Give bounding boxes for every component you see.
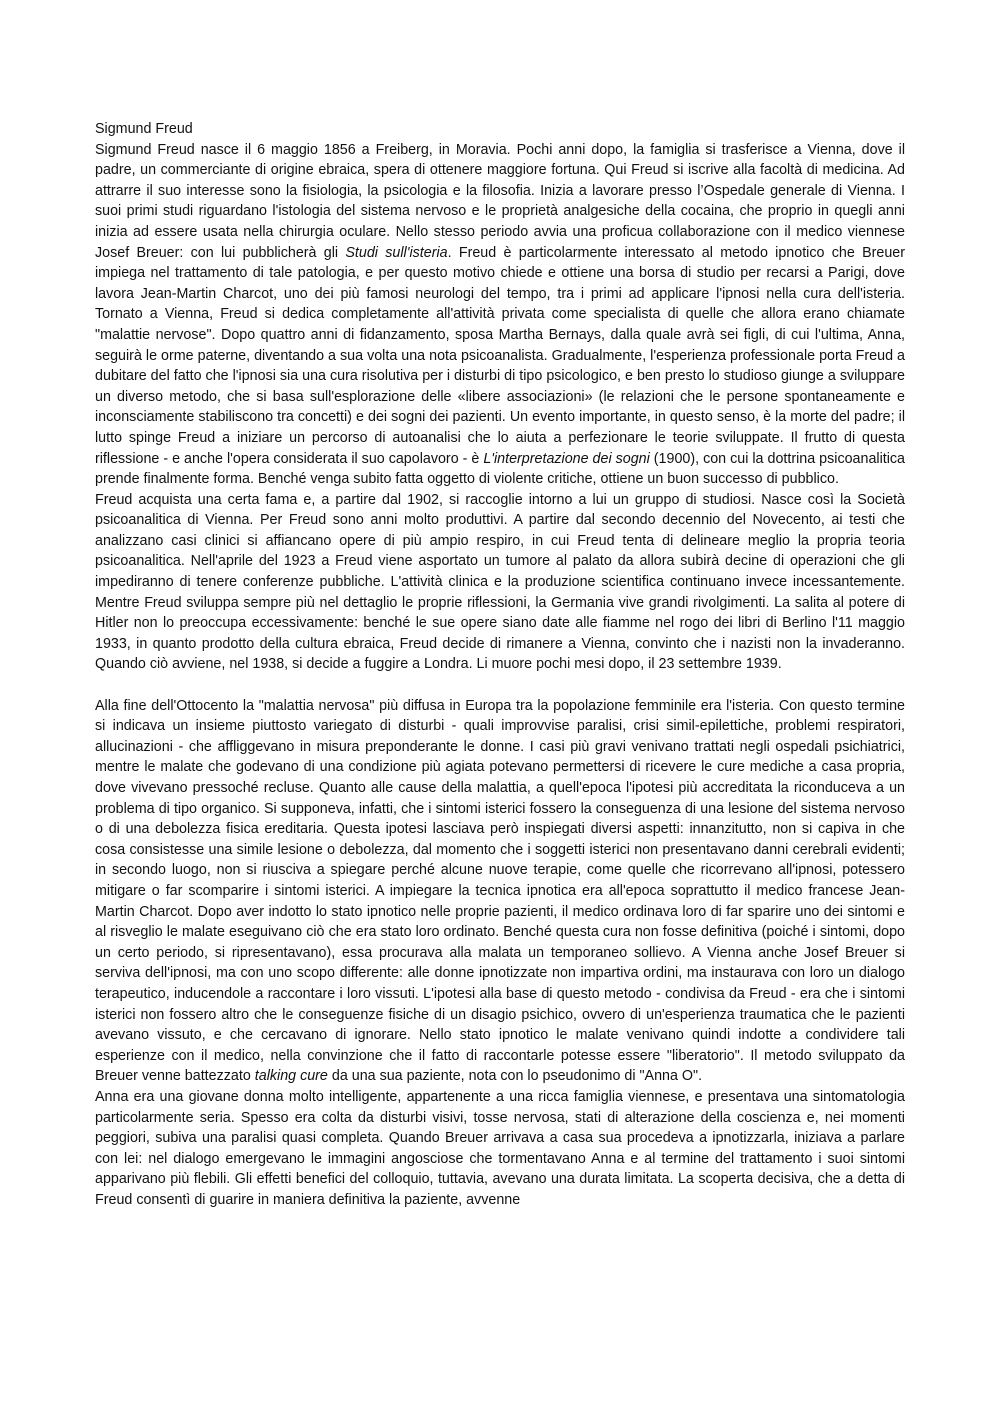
document-page: [95, 119, 905, 1210]
paragraph-text: Sigmund Freud nasce il 6 maggio 1856 a Freiberg, in Moravia. Pochi anni dopo, la famiglia si trasferisce a Vienna, dove il padre, un commerciante di origine ebraica, spera di ottenere maggiore fortuna. Qui Freud si iscrive alla facoltà di medicina. Ad attrarre il suo interesse sono la fisiologia, la psicologia e la filosofia. Inizia a lavorare presso l’Ospedale generale di Vienna. I suoi primi studi riguardano l'istologia del sistema nervoso e le proprietà analgesiche della cocaina, che proprio in quegli anni inizia ad essere usata nella chirurgia oculare. Nello stesso periodo avvia una proficua collaborazione con il medico viennese Josef Breuer: con lui pubblicherà gli: [95, 141, 905, 261]
paragraph-text: da una sua paziente, nota con lo pseudonimo di "Anna O".: [327, 1068, 703, 1085]
paragraph-biography-2: Freud acquista una certa fama e, a partire dal 1902, si raccoglie intorno a lui un gruppo di studiosi. Nasce così la Società psicoanalitica di Vienna. Per Freud sono anni molto produttivi. A partire dal secondo decennio del Novecento, ai testi che analizzano casi clinici si affiancano opere di più ampio respiro, in cui Freud tenta di delineare meglio la propria teoria psicoanalitica. Nell'aprile del 1923 a Freud viene asportato un tumore al palato da allora subirà decine di operazioni che gli impediranno di tenere conferenze pubbliche. L'attività clinica e la produzione scientifica continuano invece incessantemente. Mentre Freud sviluppa sempre più nel dettaglio le proprie riflessioni, la Germania vive grandi rivolgimenti. La salita al potere di Hitler non lo preoccupa eccessivamente: benché le sue opere siano date alle fiamme nel rogo dei libri di Berlino l'11 maggio 1933, in quanto prodotto della cultura ebraica, Freud decide di rimanere a Vienna, convinto che i nazisti non la invaderanno. Quando ciò avviene, nel 1938, si decide a fuggire a Londra. Li muore pochi mesi dopo, il 23 settembre 1939.: [95, 491, 905, 673]
paragraph-text: Alla fine dell'Ottocento la "malattia nervosa" più diffusa in Europa tra la popolazione femminile era l'isteria. Con questo termine si indicava un insieme piuttosto variegato di disturbi - quali improvvise paralisi, crisi simil-epilettiche, problemi respiratori, allucinazioni - che affliggevano in misura preponderante le donne. I casi più gravi venivano trattati negli ospedali psichiatrici, mentre le malate che godevano di una condizione più agiata potevano permettersi di ricevere le cure mediche a casa propria, dove vivevano pressoché recluse. Quanto alle cause della malattia, a quell'epoca l'ipotesi più accreditata la riconduceva a un problema di tipo organico. Si supponeva, infatti, che i sintomi isterici fossero la conseguenza di una lesione del sistema nervoso o di una debolezza fisica ereditaria. Questa ipotesi lasciava però inspiegati diversi aspetti: innanzitutto, non si capiva in che cosa consistesse una simile lesione o debolezza, dal momento che i soggetti isterici non presentavano danni cerebrali evidenti; in secondo luogo, non si riusciva a spiegare perché alcune nuove terapie, come quelle che ricorrevano all'ipnosi, potessero mitigare o far scomparire i sintomi isterici. A impiegare la tecnica ipnotica era all'epoca soprattutto il medico francese Jean-Martin Charcot. Dopo aver indotto lo stato ipnotico nelle proprie pazienti, il medico ordinava loro di far sparire uno dei sintomi e al risveglio le malate eseguivano ciò che era stato loro ordinato. Benché questa cura non fosse definitiva (poiché i sintomi, dopo un certo periodo, si ripresentavano), essa procurava alla malata un temporaneo sollievo. A Vienna anche Josef Breuer si serviva dell'ipnosi, ma con uno scopo differente: alle donne ipnotizzate non impartiva ordini, ma instaurava con loro un dialogo terapeutico, inducendole a raccontare i loro vissuti. L'ipotesi alla base di questo metodo - condivisa da Freud - era che i sintomi isterici non fossero altro che le conseguenze fisiche di un disagio psichico, ovvero di un'esperienza traumatica che le pazienti avevano vissuto, e che cercavano di ignorare. Nello stato ipnotico le malate venivano quindi indotte a condividere tali esperienze con il medico, nella convinzione che il fatto di raccontarle potesse essere "liberatorio". Il metodo sviluppato da Breuer venne battezzato: [95, 697, 905, 1085]
paragraph-text: . Freud è particolarmente interessato al metodo ipnotico che Breuer impiega nel trattamento di tale patologia, e per questo motivo chiede e ottiene una borsa di studio per recarsi a Parigi, dove lavora Jean-Martin Charcot, uno dei più famosi neurologi del tempo, tra i primi ad applicare l'ipnosi nella cura dell'isteria. Tornato a Vienna, Freud si dedica completamente all'attività privata come specialista di quelle che allora erano chiamate "malattie nervose". Dopo quattro anni di fidanzamento, sposa Martha Bernays, dalla quale avrà sei figli, di cui l'ultima, Anna, seguirà le orme paterne, diventando a sua volta una nota psicoanalista. Gradualmente, l'esperienza professionale porta Freud a dubitare del fatto che l'ipnosi sia una cura risolutiva per i disturbi di tipo psicologico, e ben presto lo studioso giunge a sviluppare un diverso metodo, che si basa sull'esplorazione delle «libere associazioni» (le relazioni che le persone spontaneamente e inconsciamente stabiliscono tra concetti) e dei sogni dei pazienti. Un evento importante, in questo senso, è la morte del padre; il lutto spinge Freud a iniziare un percorso di autoanalisi che lo aiuta a perfezionare le teorie sviluppate. Il frutto di questa riflessione - e anche l'opera considerata il suo capolavoro - è: [95, 244, 906, 467]
document-title: Sigmund Freud: [95, 121, 193, 137]
book-title-interpretazione: L'interpretazione dei sogni: [483, 450, 650, 467]
talking-cure-term: talking cure: [254, 1068, 328, 1085]
paragraph-spacer: [95, 675, 905, 696]
book-title-studi: Studi sull'isteria: [345, 244, 448, 261]
paragraph-hysteria: [95, 696, 905, 1087]
paragraph-biography-1: [95, 140, 905, 490]
paragraph-anna-o: Anna era una giovane donna molto intelligente, appartenente a una ricca famiglia viennese, e presentava una sintomatologia particolarmente seria. Spesso era colta da disturbi visivi, tosse nervosa, stati di alterazione della coscienza e, nei momenti peggiori, subiva una paralisi quasi completa. Quando Breuer arrivava a casa sua procedeva a ipnotizzarla, iniziava a parlare con lei: nel dialogo emergevano le immagini angosciose che tormentavano Anna e al termine del trattamento i suoi sintomi apparivano più flebili. Gli effetti benefici del colloquio, tuttavia, avevano una durata limitata. La scoperta decisiva, che a detta di Freud consentì di guarire in maniera definitiva la paziente, avvenne: [95, 1088, 905, 1208]
paragraph-text: (1900), con cui la dottrina psicoanalitica prende finalmente forma. Benché venga subito fatta oggetto di violente critiche, ottiene un buon successo di pubblico.: [95, 450, 905, 488]
